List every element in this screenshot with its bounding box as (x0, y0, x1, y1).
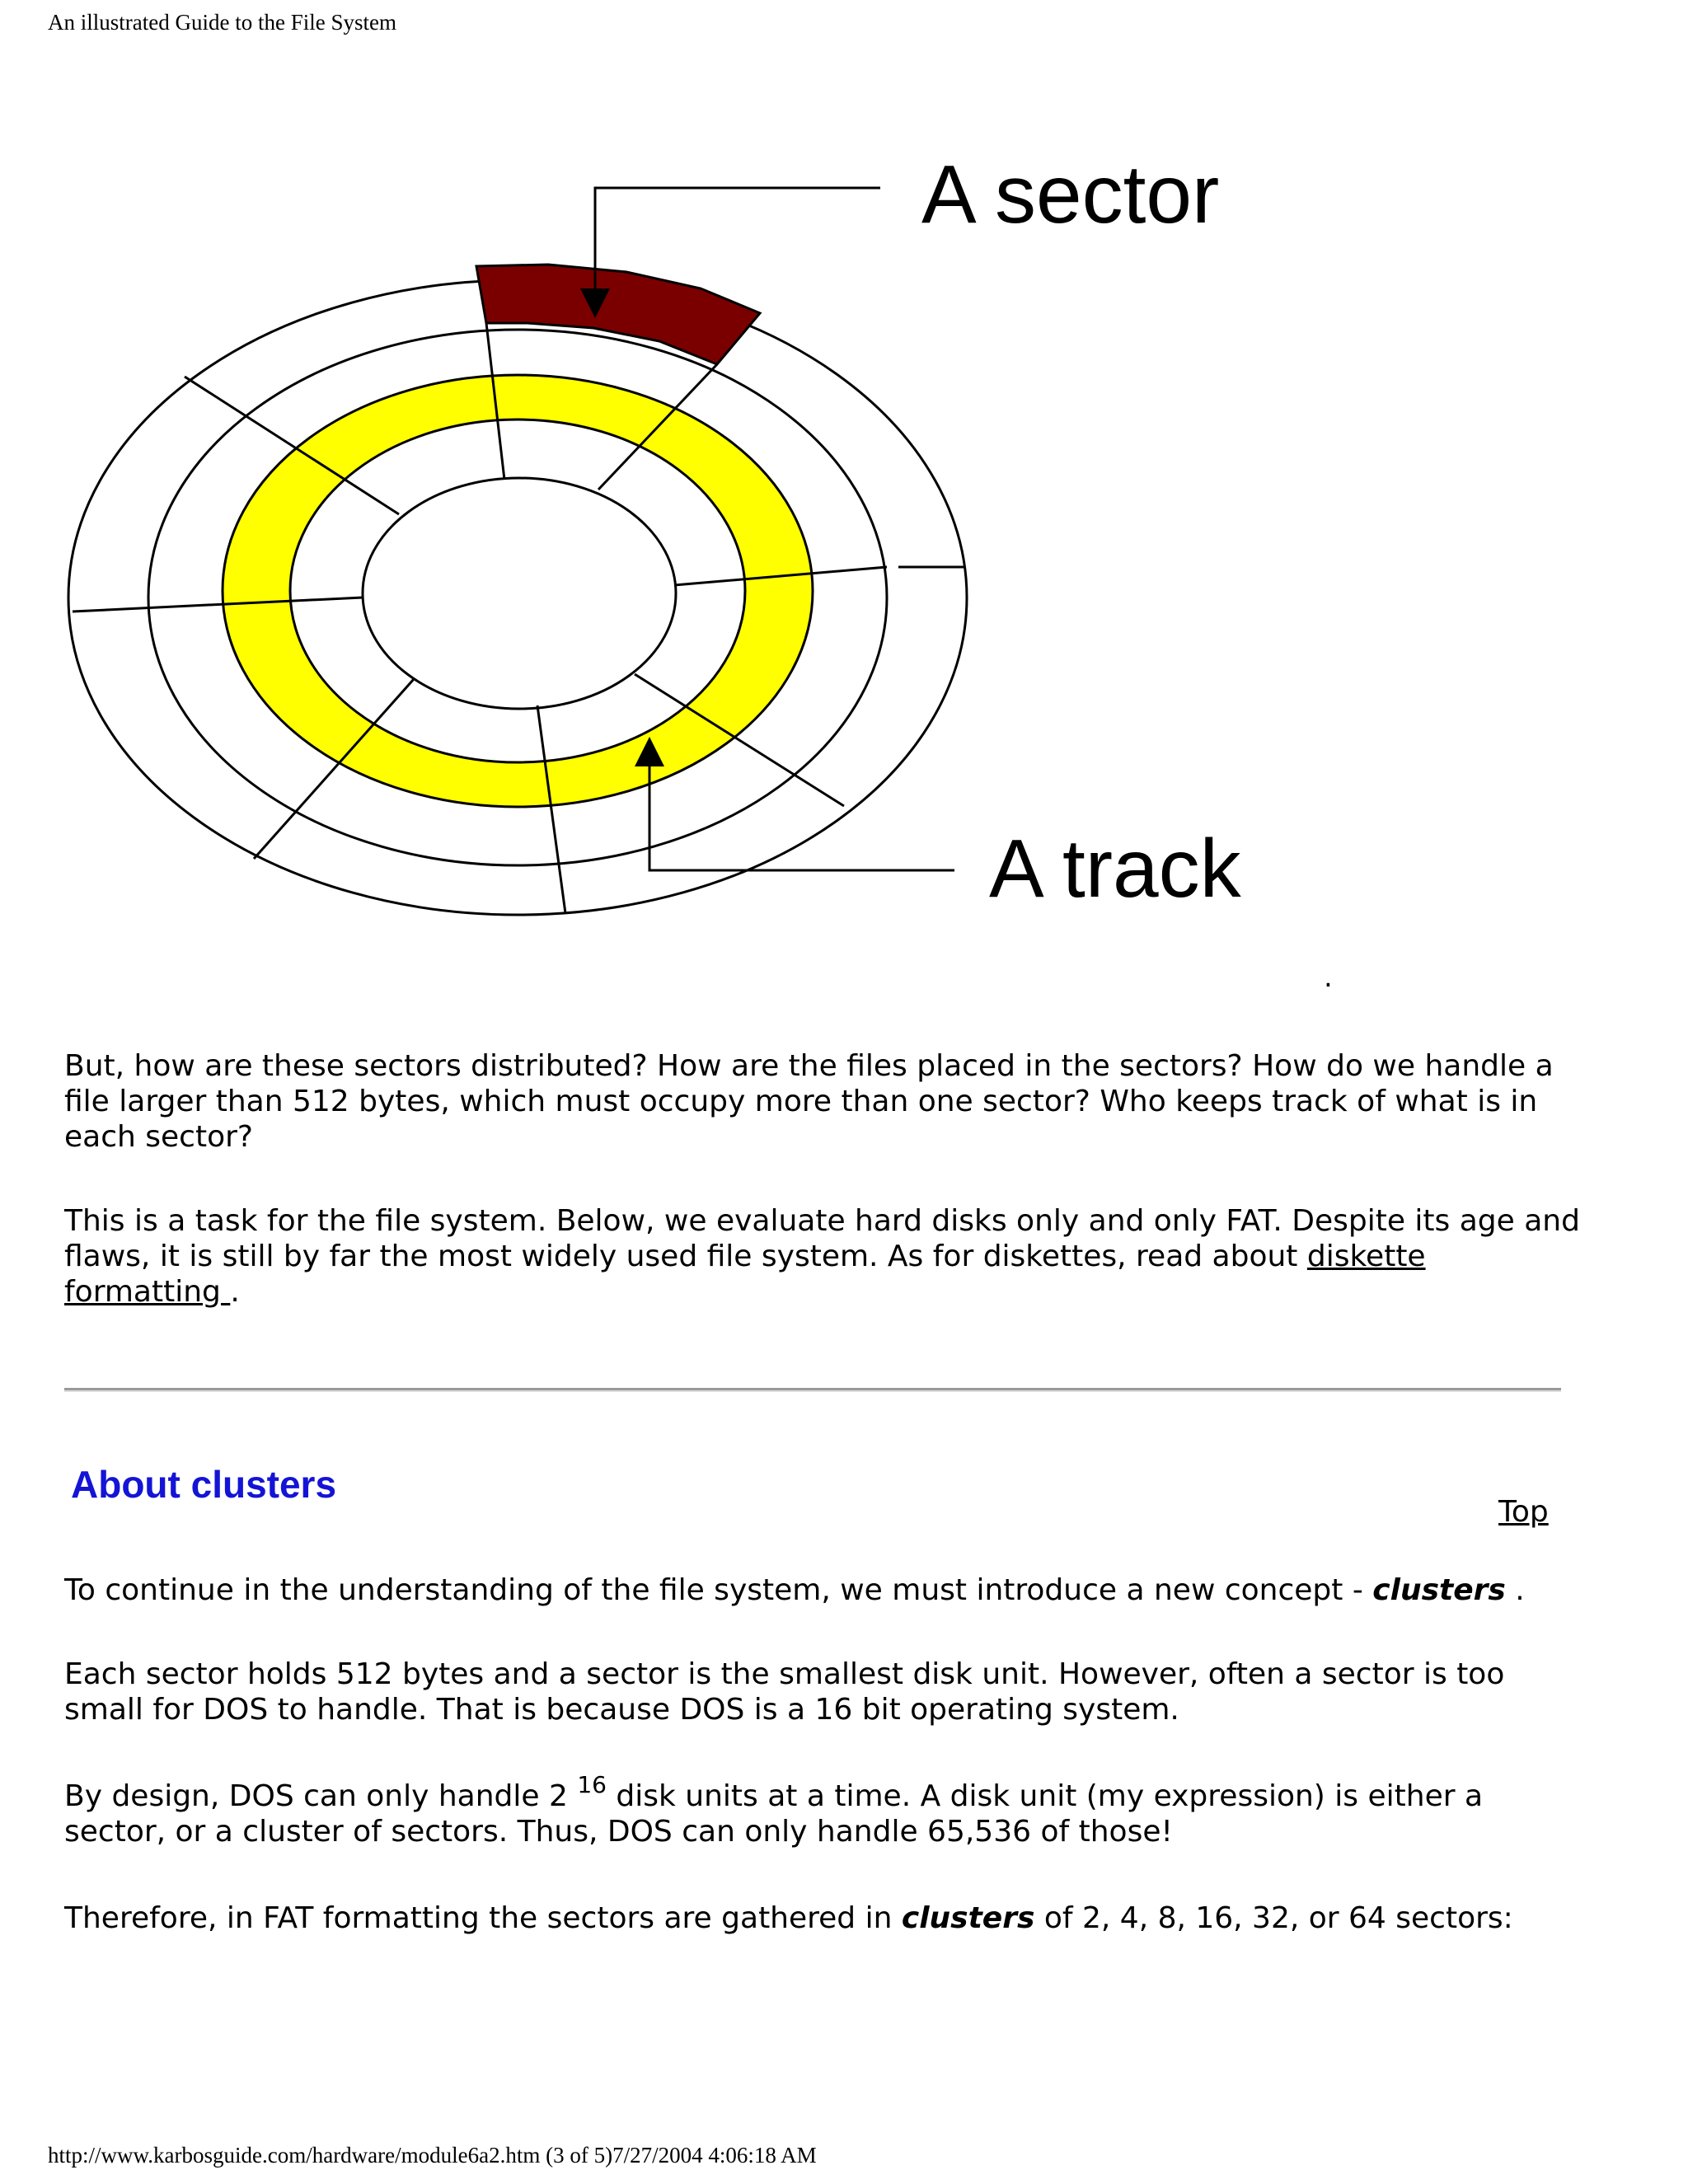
paragraph-text: Therefore, in FAT formatting the sectors are gathered in (64, 1901, 902, 1935)
top-link[interactable]: Top (1498, 1495, 1549, 1529)
page-footer: http://www.karbosguide.com/hardware/module6a2.htm (3 of 5)7/27/2004 4:06:18 AM (48, 2143, 817, 2168)
paragraph-clusters-intro (64, 1572, 1581, 1608)
paragraph-file-system (64, 1203, 1581, 1310)
disk-diagram (0, 0, 1688, 956)
paragraph-text-cont: of 2, 4, 8, 16, 32, or 64 sectors: (1034, 1901, 1513, 1935)
emphasis-clusters: clusters (1372, 1573, 1506, 1607)
paragraph-sectors: But, how are these sectors distributed? How are the files placed in the sectors? How do we handle a file larger than 512 bytes, which must occupy more than one sector? Who keeps track of what is in each sector? (64, 1049, 1554, 1154)
paragraph-disk-units (64, 1771, 1581, 1849)
disk-hub (363, 478, 676, 709)
paragraph-cluster-sizes (64, 1900, 1581, 1936)
page-header: An illustrated Guide to the File System (48, 10, 396, 35)
horizontal-rule (64, 1388, 1561, 1392)
stray-dot: . (1324, 961, 1333, 994)
paragraph-sector-size: Each sector holds 512 bytes and a sector is the smallest disk unit. However, often a sector is too small for DOS to handle. That is because DOS is a 16 bit operating system. (64, 1657, 1505, 1727)
superscript-16: 16 (577, 1771, 607, 1798)
paragraph-text: To continue in the understanding of the file system, we must introduce a new concept - (64, 1573, 1373, 1607)
track-label: A track (989, 823, 1241, 915)
section-title: About clusters (71, 1463, 337, 1506)
paragraph-text-cont: disk units at a time. A disk unit (my expression) is either a sector, or a cluster of sectors. Thus, DOS can only handle 65,536 of those! (64, 1779, 1484, 1849)
paragraph-text: By design, DOS can only handle 2 (64, 1779, 578, 1813)
diskette-formatting-link[interactable]: diskette formatting (64, 1240, 1426, 1309)
emphasis-clusters: clusters (901, 1901, 1035, 1935)
sector-label: A sector (921, 148, 1220, 241)
paragraph-end: . (1505, 1573, 1525, 1607)
paragraph-text: This is a task for the file system. Below, we evaluate hard disks only and only FAT. Despite its age and flaws, it is still by far the most widely used file system. As for diskettes, read about (64, 1204, 1580, 1273)
paragraph-end: . (230, 1275, 240, 1309)
